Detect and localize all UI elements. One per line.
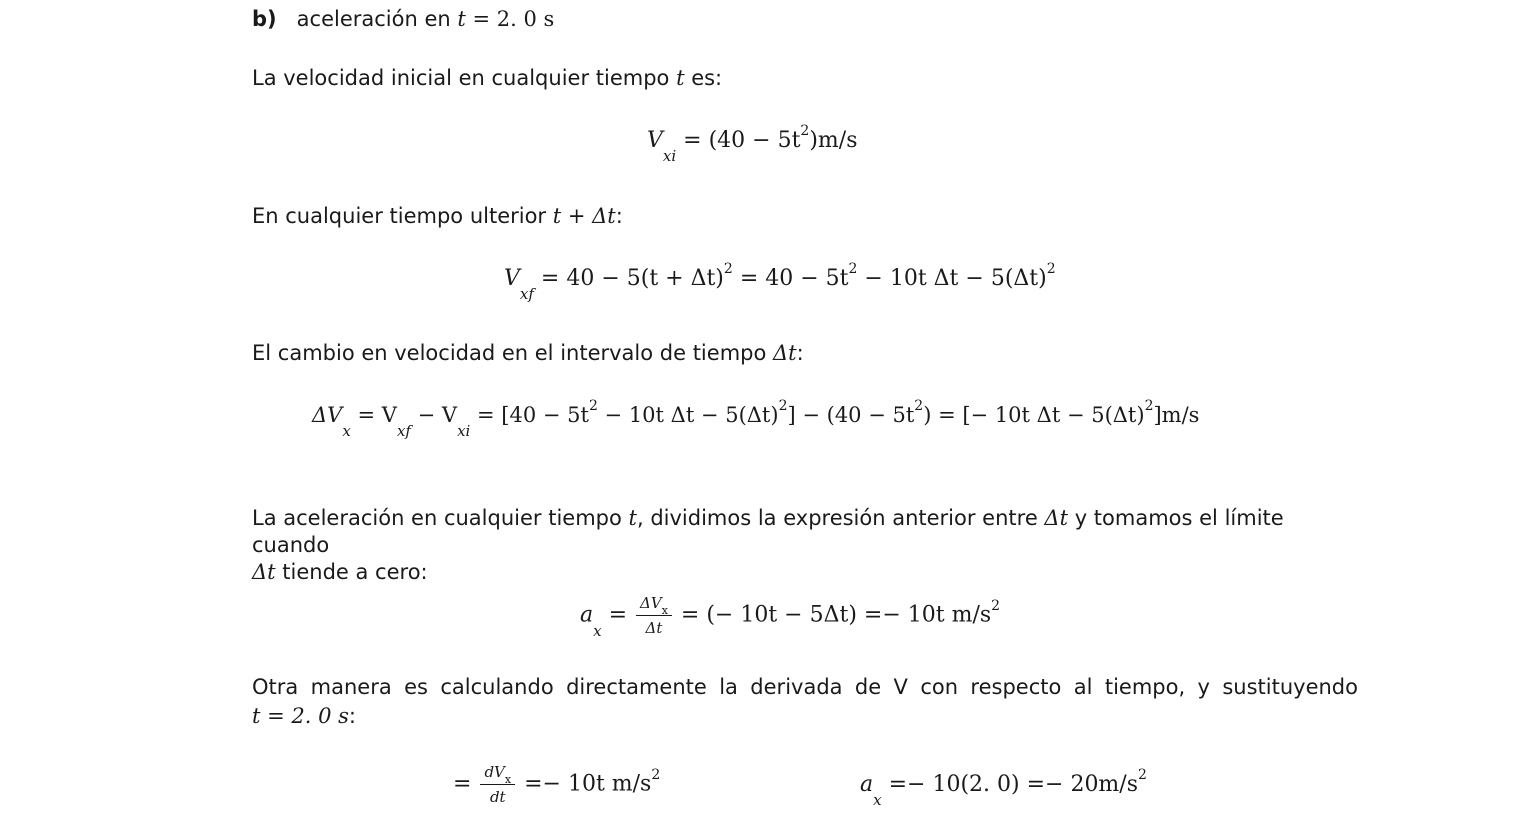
p3-expr: Δt (773, 341, 797, 365)
paragraph-velocity-change (252, 340, 804, 367)
p3-end: : (796, 341, 804, 365)
eq4-lhs-sub: x (593, 621, 602, 640)
p1-text: La velocidad inicial en cualquier tiempo (252, 66, 677, 90)
equation-acceleration-limit: $a_x$ = $\frac{\Delta V_x}{\Delta t}$ = (− 10t − 5Δt) =− 10t $m/s^2$ (580, 594, 1001, 640)
p2-text: En cualquier tiempo ulterior (252, 204, 553, 228)
paragraph-later-time (252, 203, 623, 230)
eq3-c: − V (410, 403, 458, 427)
eq3-d-exp: 2 (588, 398, 598, 414)
eq6-exp: 2 (1138, 767, 1147, 783)
p1-end: es: (684, 66, 723, 90)
eq5-num: dV (484, 763, 505, 781)
heading-text: aceleración en (296, 7, 458, 31)
eq4-num: ΔV (640, 594, 662, 612)
equation-initial-velocity (647, 123, 858, 165)
p4-text1: La aceleración en cualquier tiempo (252, 506, 629, 530)
eq3-b-sub: xf (396, 422, 411, 440)
eq4-rest: = (− 10t − 5Δt) =− 10t m/s (673, 602, 992, 628)
paragraph-initial-velocity (252, 65, 722, 92)
p3-text: El cambio en velocidad en el intervalo de tiempo (252, 341, 774, 365)
eq2-part3: − 10t Δt − 5(Δt) (857, 266, 1047, 291)
eq6-lhs: a (860, 772, 874, 797)
eq4-fraction (636, 594, 672, 637)
p5-text: Otra manera es calculando directamente la derivada de V con respecto al tiempo, y sustituyendo (252, 675, 1358, 699)
eq3-d: = [40 − 5t (470, 403, 589, 427)
eq1-lhs: V (647, 128, 663, 153)
p2-expr: t + Δt (552, 204, 616, 228)
equation-final-velocity (504, 261, 1056, 303)
eq2-part1: = 40 − 5(t + Δt) (533, 266, 724, 291)
paragraph-derivative (252, 674, 1358, 701)
eq4-den: Δt (645, 619, 663, 637)
eq6-rest: =− 10(2. 0) =− 20m/s (881, 772, 1138, 797)
p4-var: t (628, 506, 637, 530)
eq4-lhs: a (580, 602, 594, 628)
eq5-fraction (480, 763, 515, 806)
eq3-a: ΔV (312, 403, 343, 427)
p1-var: t (676, 66, 685, 90)
eq4-exp: 2 (991, 597, 1001, 614)
section-heading (252, 6, 554, 33)
p4-text3: y tomamos el límite cuando (252, 506, 1284, 557)
heading-rest: = 2. 0 s (465, 7, 555, 31)
eq1-tail: )m/s (809, 128, 858, 153)
p4-text2: , dividimos la expresión anterior entre (636, 506, 1045, 530)
eq3-e: − 10t Δt − 5(Δt) (597, 403, 779, 427)
eq2-lhs: V (504, 266, 520, 291)
equation-derivative: = $\frac{dV_x}{dt}$ =− 10t $m/s^2$ (453, 763, 661, 806)
eq3-a-sub: x (342, 422, 351, 440)
p4-line2-expr: Δt (252, 560, 276, 584)
eq5-num-sub: x (504, 773, 512, 786)
eq4-num-sub: x (661, 604, 668, 617)
eq2-exp3: 2 (1046, 261, 1056, 277)
equation-acceleration-result (860, 767, 1147, 809)
eq3-b: = V (350, 403, 397, 427)
eq3-g-exp: 2 (1144, 398, 1154, 414)
eq1-exp: 2 (800, 123, 810, 139)
paragraph-acceleration (252, 505, 1362, 586)
eq5-den: dt (489, 788, 506, 806)
eq1-lhs-sub: xi (662, 147, 677, 165)
eq2-lhs-sub: xf (519, 285, 534, 303)
eq3-g: ) = [− 10t Δt − 5(Δt) (923, 403, 1145, 427)
p4-line2-text: tiende a cero: (275, 560, 428, 584)
eq5-rest: =− 10t m/s (517, 771, 652, 797)
eq5-exp: 2 (651, 766, 661, 783)
p2-end: : (615, 204, 623, 228)
p5-line2-expr: t = 2. 0 s (252, 704, 349, 728)
p5-line2-end: : (348, 704, 356, 728)
eq3-h: ]m/s (1153, 403, 1200, 427)
p4-expr: Δt (1044, 506, 1069, 530)
eq6-lhs-sub: x (873, 791, 882, 809)
eq3-e-exp: 2 (778, 398, 788, 414)
eq1-body: = (40 − 5t (676, 128, 801, 153)
eq3-f-exp: 2 (914, 398, 924, 414)
paragraph-derivative-line2 (252, 703, 356, 730)
eq3-f: ] − (40 − 5t (787, 403, 915, 427)
section-label: b) (252, 7, 277, 31)
equation-velocity-change (312, 398, 1200, 440)
eq3-c-sub: xi (457, 422, 471, 440)
eq2-exp2: 2 (848, 261, 858, 277)
eq2-part2: = 40 − 5t (732, 266, 849, 291)
eq2-exp1: 2 (723, 261, 733, 277)
heading-var: t (457, 7, 466, 31)
